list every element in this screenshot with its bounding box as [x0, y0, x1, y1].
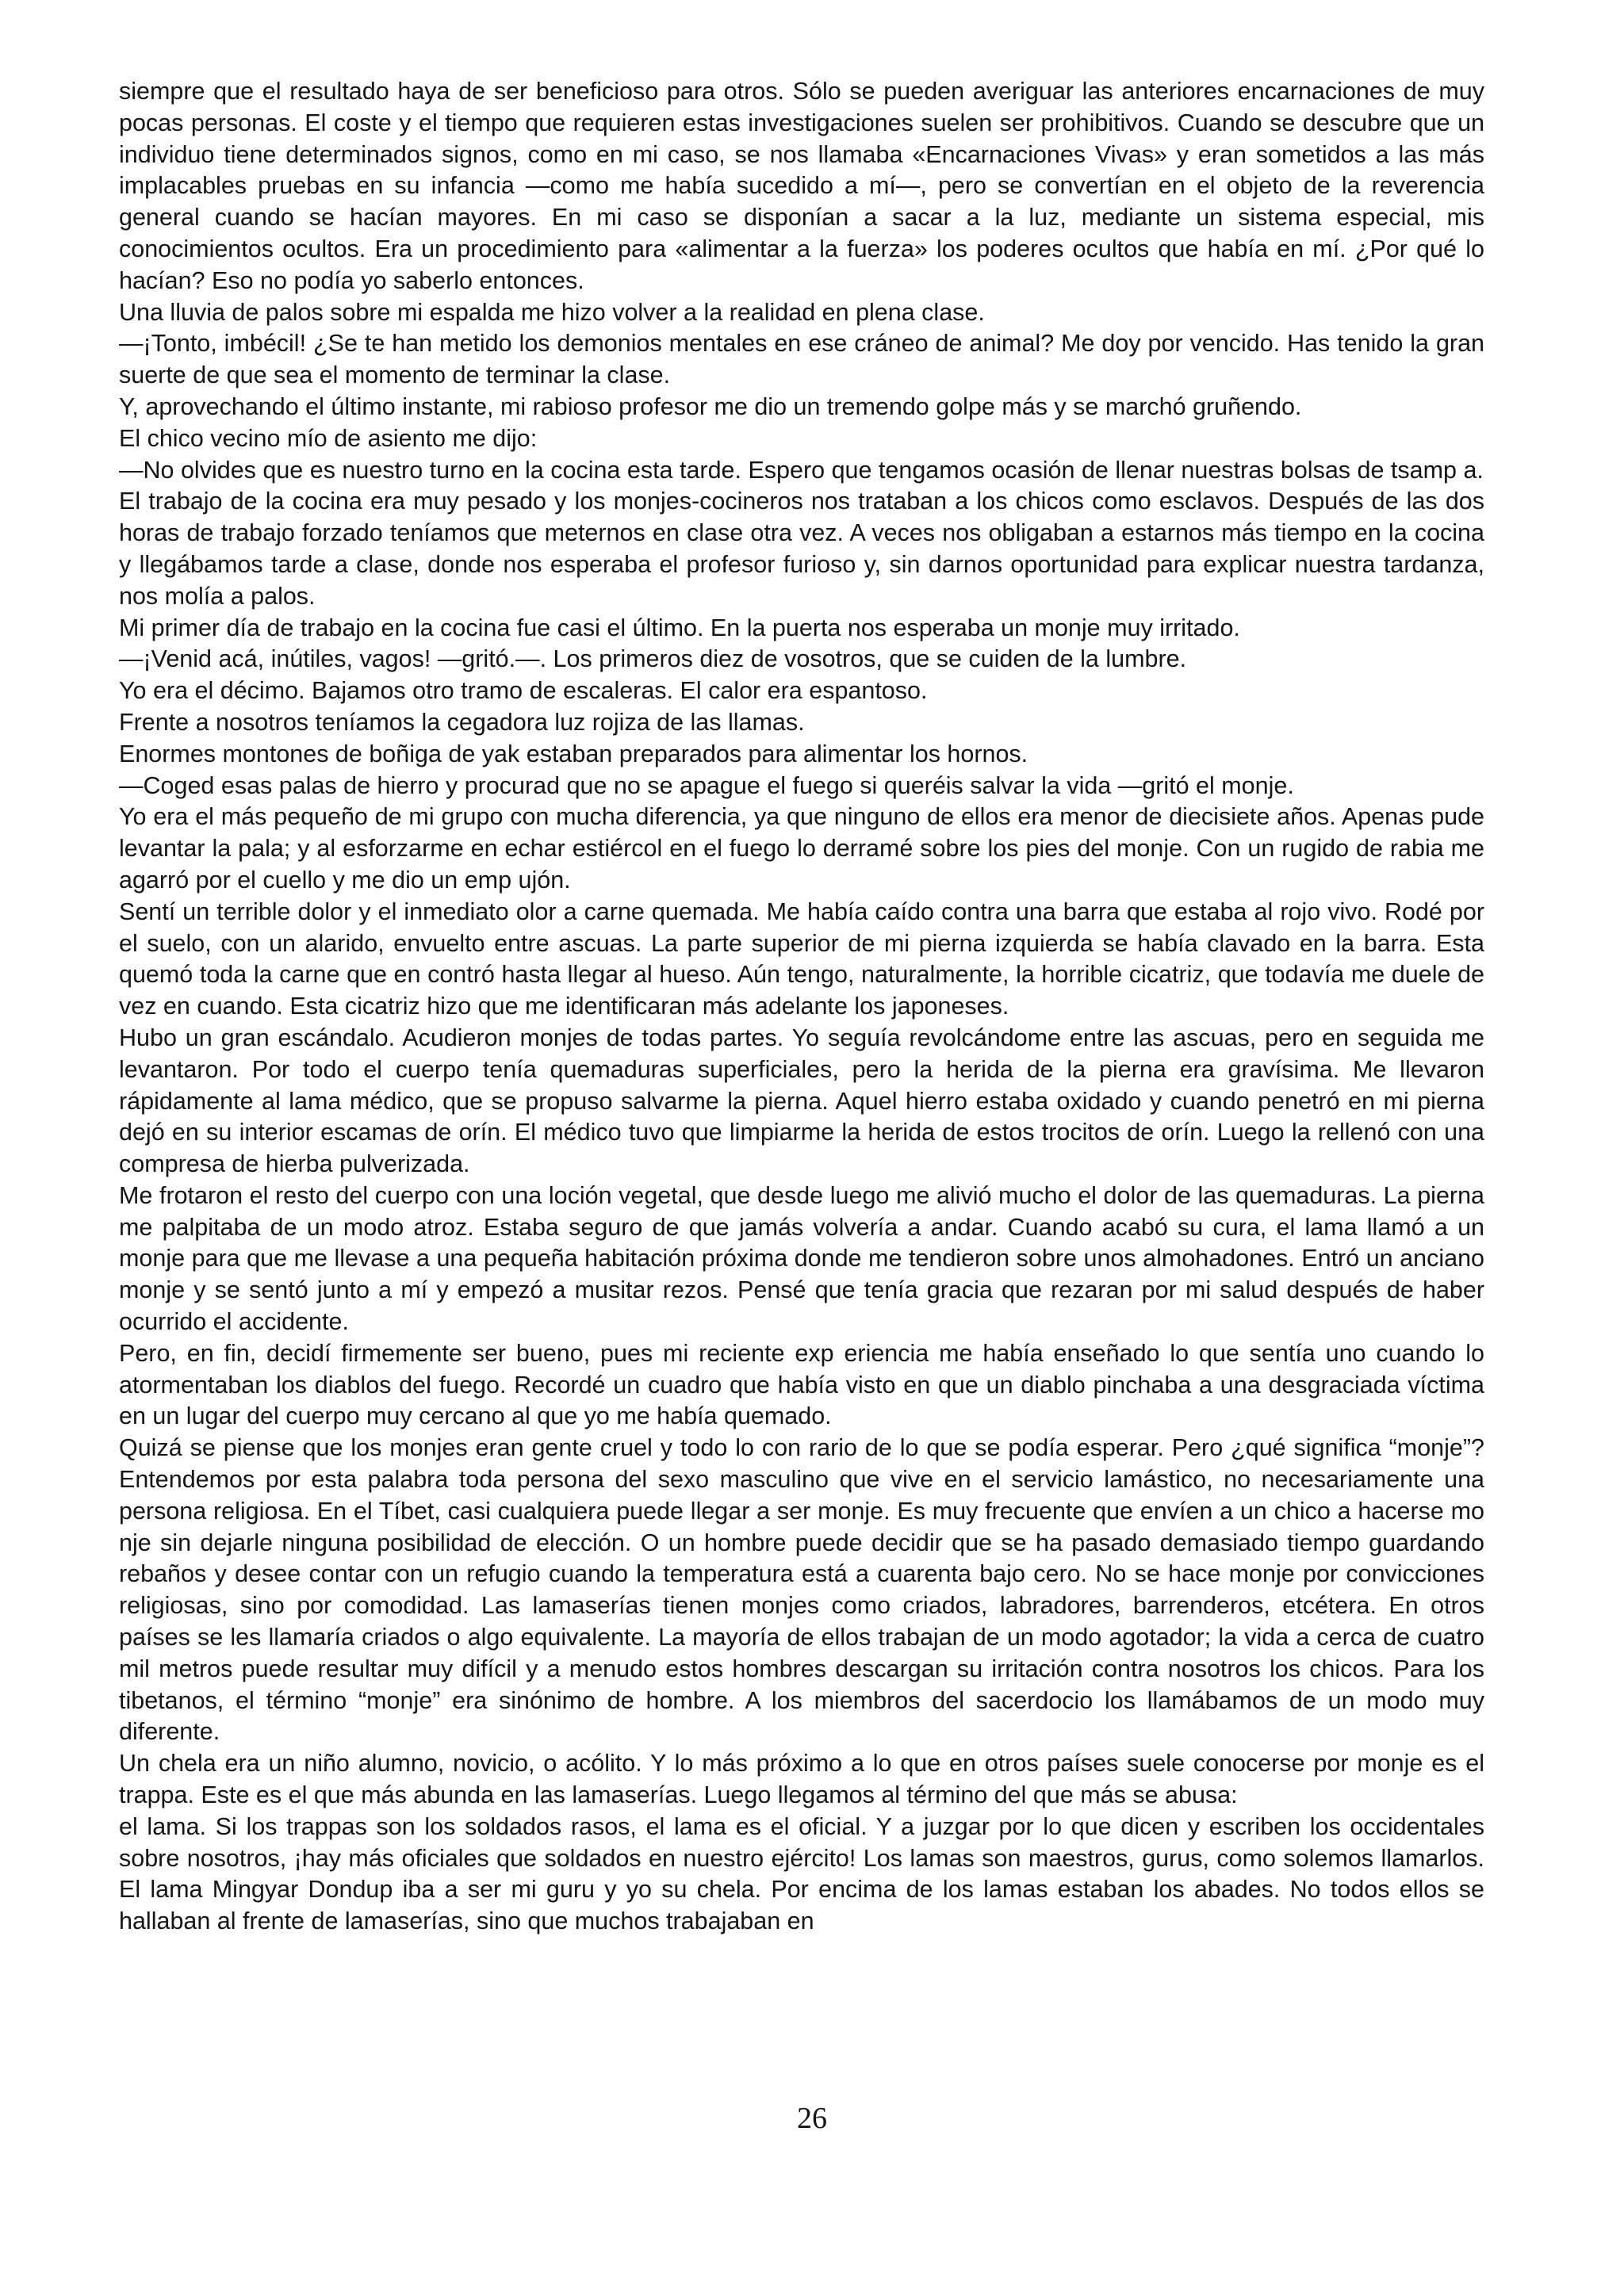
- paragraph: Y, aprovechando el último instante, mi rabioso profesor me dio un tremendo golpe más y se marchó gruñendo.: [119, 392, 1302, 420]
- paragraph: —Coged esas palas de hierro y procurad que no se apague el fuego si queréis salvar la vida —gritó el monje.: [119, 771, 1294, 799]
- paragraph: Yo era el décimo. Bajamos otro tramo de escaleras. El calor era espantoso.: [119, 677, 928, 705]
- paragraph: Una lluvia de palos sobre mi espalda me hizo volver a la realidad en plena clase.: [119, 298, 985, 326]
- paragraph: Hubo un gran escándalo. Acudieron monjes de todas partes. Yo seguía revolcándome entre las ascuas, pero en seguida me levantaron. Por todo el cuerpo tenía quemaduras superficiales, pero la herida de la pierna era gravísima. Me llevaron rápidamente al lama médico, que se propuso salvarme la pierna. Aquel hierro estaba oxidado y cuando penetró en mi pierna dejó en su interior escamas de orín. El médico tuvo que limpiarme la herida de estos trocitos de orín. Luego la rellenó con una compresa de hierba pulverizada.: [119, 1024, 1484, 1178]
- paragraph: Me frotaron el resto del cuerpo con una loción vegetal, que desde luego me alivió mucho el dolor de las quemaduras. La pierna me palpitaba de un modo atroz. Estaba seguro de que jamás volvería a andar. Cuando acabó su cura, el lama llamó a un monje para que me llevase a una pequeña habitación próxima donde me tendieron sobre unos almohadones. Entró un anciano monje y se sentó junto a mí y empezó a musitar rezos. Pensé que tenía gracia que rezaran por mi salud después de haber ocurrido el accidente.: [119, 1181, 1484, 1336]
- paragraph: Un chela era un niño alumno, novicio, o acólito. Y lo más próximo a lo que en otros países suele conocerse por monje es el trappa. Este es el que más abunda en las lamaserías. Luego llegamos al término del que más se abusa:: [119, 1750, 1484, 1809]
- paragraph: —¡Tonto, imbécil! ¿Se te han metido los demonios mentales en ese cráneo de animal? Me doy por vencido. Has tenido la gran suerte de que sea el momento de terminar la clase.: [119, 330, 1484, 389]
- paragraph: Enormes montones de boñiga de yak estaban preparados para alimentar los hornos.: [119, 740, 1028, 767]
- body-text: [119, 76, 1484, 1938]
- document-page: [119, 76, 1484, 1938]
- page-number: 26: [797, 2102, 827, 2135]
- paragraph: el lama. Si los trappas son los soldados rasos, el lama es el oficial. Y a juzgar por lo que dicen y escriben los occidentales sobre nosotros, ¡hay más oficiales que soldados en nuestro ejército! Los lamas son maestros, gurus, como solemos llamarlos. El lama Mingyar Dondup iba a ser mi guru y yo su chela. Por encima de los lamas estaban los abades. No todos ellos se hallaban al frente de lamaserías, sino que muchos trabajaban en: [119, 1812, 1484, 1935]
- paragraph: —No olvides que es nuestro turno en la cocina esta tarde. Espero que tengamos ocasión de llenar nuestras bolsas de tsamp a.: [119, 456, 1484, 484]
- paragraph: Yo era el más pequeño de mi grupo con mucha diferencia, ya que ninguno de ellos era menor de diecisiete años. Apenas pude levantar la pala; y al esforzarme en echar estiércol en el fuego lo derramé sobre los pies del monje. Con un rugido de rabia me agarró por el cuello y me dio un emp ujón.: [119, 803, 1484, 894]
- paragraph: El chico vecino mío de asiento me dijo:: [119, 424, 538, 452]
- paragraph: —¡Venid acá, inútiles, vagos! —gritó.—. Los primeros diez de vosotros, que se cuiden de la lumbre.: [119, 645, 1187, 673]
- paragraph: El trabajo de la cocina era muy pesado y los monjes-cocineros nos trataban a los chicos como esclavos. Después de las dos horas de trabajo forzado teníamos que meternos en clase otra vez. A veces nos obligaban a estarnos más tiempo en la cocina y llegábamos tarde a clase, donde nos esperaba el profesor furioso y, sin darnos oportunidad para explicar nuestra tardanza, nos molía a palos.: [119, 488, 1484, 610]
- paragraph: Quizá se piense que los monjes eran gente cruel y todo lo con rario de lo que se podía esperar. Pero ¿qué significa “monje”? Entendemos por esta palabra toda persona del sexo masculino que vive en el servicio lamástico, no necesariamente una persona religiosa. En el Tíbet, casi cualquiera puede llegar a ser monje. Es muy frecuente que envíen a un chico a hacerse mo nje sin dejarle ninguna posibilidad de elección. O un hombre puede decidir que se ha pasado demasiado tiempo guardando rebaños y desee contar con un refugio cuando la temperatura está a cuarenta bajo cero. No se hace monje por convicciones religiosas, sino por comodidad. Las lamaserías tienen monjes como criados, labradores, barrenderos, etcétera. En otros países se les llamaría criados o algo equivalente. La mayoría de ellos trabajan de un modo agotador; la vida a cerca de cuatro mil metros puede resultar muy difícil y a menudo estos hombres descargan su irritación contra nosotros los chicos. Para los tibetanos, el término “monje” era sinónimo de hombre. A los miembros del sacerdocio los llamábamos de un modo muy diferente.: [119, 1434, 1484, 1746]
- paragraph: Mi primer día de trabajo en la cocina fue casi el último. En la puerta nos esperaba un monje muy irritado.: [119, 614, 1240, 641]
- paragraph: Frente a nosotros teníamos la cegadora luz rojiza de las llamas.: [119, 708, 805, 736]
- paragraph: siempre que el resultado haya de ser beneficioso para otros. Sólo se pueden averiguar las anteriores encarnaciones de muy pocas personas. El coste y el tiempo que requieren estas investigaciones suelen ser prohibitivos. Cuando se descubre que un individuo tiene determinados signos, como en mi caso, se nos llamaba «Encarnaciones Vivas» y eran sometidos a las más implacables pruebas en su infancia —como me había sucedido a mí—, pero se convertían en el objeto de la reverencia general cuando se hacían mayores. En mi caso se disponían a sacar a la luz, mediante un sistema especial, mis conocimientos ocultos. Era un procedimiento para «alimentar a la fuerza» los poderes ocultos que había en mí. ¿Por qué lo hacían? Eso no podía yo saberlo entonces.: [119, 78, 1484, 294]
- paragraph: Sentí un terrible dolor y el inmediato olor a carne quemada. Me había caído contra una barra que estaba al rojo vivo. Rodé por el suelo, con un alarido, envuelto entre ascuas. La parte superior de mi pierna izquierda se había clavado en la barra. Esta quemó toda la carne que en contró hasta llegar al hueso. Aún tengo, naturalmente, la horrible cicatriz, que todavía me duele de vez en cuando. Esta cicatriz hizo que me identificaran más adelante los japoneses.: [119, 897, 1484, 1020]
- paragraph: Pero, en fin, decidí firmemente ser bueno, pues mi reciente exp eriencia me había enseñado lo que sentía uno cuando lo atormentaban los diablos del fuego. Recordé un cuadro que había visto en que un diablo pinchaba a una desgraciada víctima en un lugar del cuerpo muy cercano al que yo me había quemado.: [119, 1339, 1484, 1430]
